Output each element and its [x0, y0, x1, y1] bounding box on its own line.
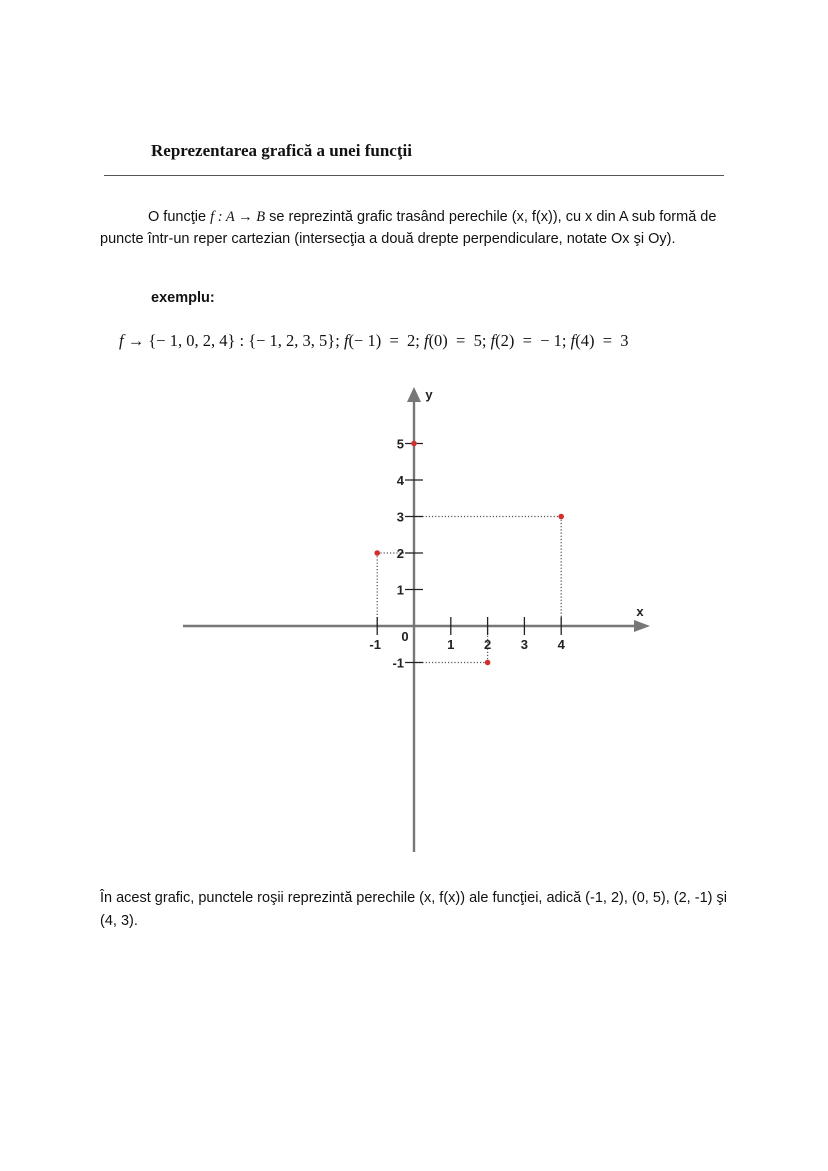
- formula-v1: (− 1) = 2;: [348, 331, 424, 350]
- x-axis-label: x: [636, 604, 644, 619]
- data-point-1: [411, 441, 417, 447]
- y-axis-label: y: [425, 387, 433, 402]
- formula-f1: f: [343, 331, 349, 350]
- intro-lead: O funcţie: [148, 209, 207, 225]
- data-point-2: [485, 660, 491, 666]
- y-tick-label-5: 5: [396, 436, 404, 452]
- intro-text: se reprezintă grafic trasând perechile (x, f(x)), cu x din A sub formă de puncte într-un reper cartezian (intersecţia a două drepte perpendiculare, notate Ox şi Oy).: [100, 209, 717, 247]
- data-point-3: [558, 514, 564, 520]
- x-tick-label-4: 4: [557, 637, 565, 652]
- formula-f3: f: [490, 331, 496, 350]
- page-title: Reprezentarea grafică a unei funcţii: [151, 141, 412, 160]
- formula-v2: (0) = 5;: [428, 331, 491, 350]
- x-tick-label-2: 2: [483, 637, 492, 652]
- formula-f4: f: [570, 331, 576, 350]
- y-axis-arrow: [407, 387, 421, 402]
- y-tick-label-4: 4: [396, 473, 404, 488]
- y-tick-label-1: 1: [396, 582, 404, 598]
- y-tick-label-2: 2: [396, 546, 404, 561]
- formula-f: f: [119, 331, 124, 350]
- formula-f2: f: [423, 331, 429, 350]
- example-label: exemplu:: [151, 290, 215, 306]
- formula-mapping: → {− 1, 0, 2, 4} : {− 1, 2, 3, 5};: [123, 331, 344, 350]
- formula-v4: (4) = 3: [575, 331, 629, 350]
- y-tick-label-3: 3: [396, 509, 404, 525]
- data-point-0: [374, 550, 380, 556]
- x-tick-label--1: -1: [369, 637, 381, 652]
- intro-math: f : A → B: [210, 209, 266, 225]
- x-tick-label-3: 3: [520, 637, 529, 652]
- y-tick-label--1: -1: [392, 655, 404, 671]
- closing-paragraph: În acest grafic, punctele roşii reprezintă perechile (x, f(x)) ale funcţiei, adică (-1, 2), (0, 5), (2, -1) şi (4, 3).: [100, 890, 727, 929]
- origin-label: 0: [401, 629, 409, 644]
- x-axis-arrow: [634, 620, 650, 632]
- x-tick-label-1: 1: [447, 637, 455, 652]
- formula-v3: (2) = − 1;: [495, 331, 571, 350]
